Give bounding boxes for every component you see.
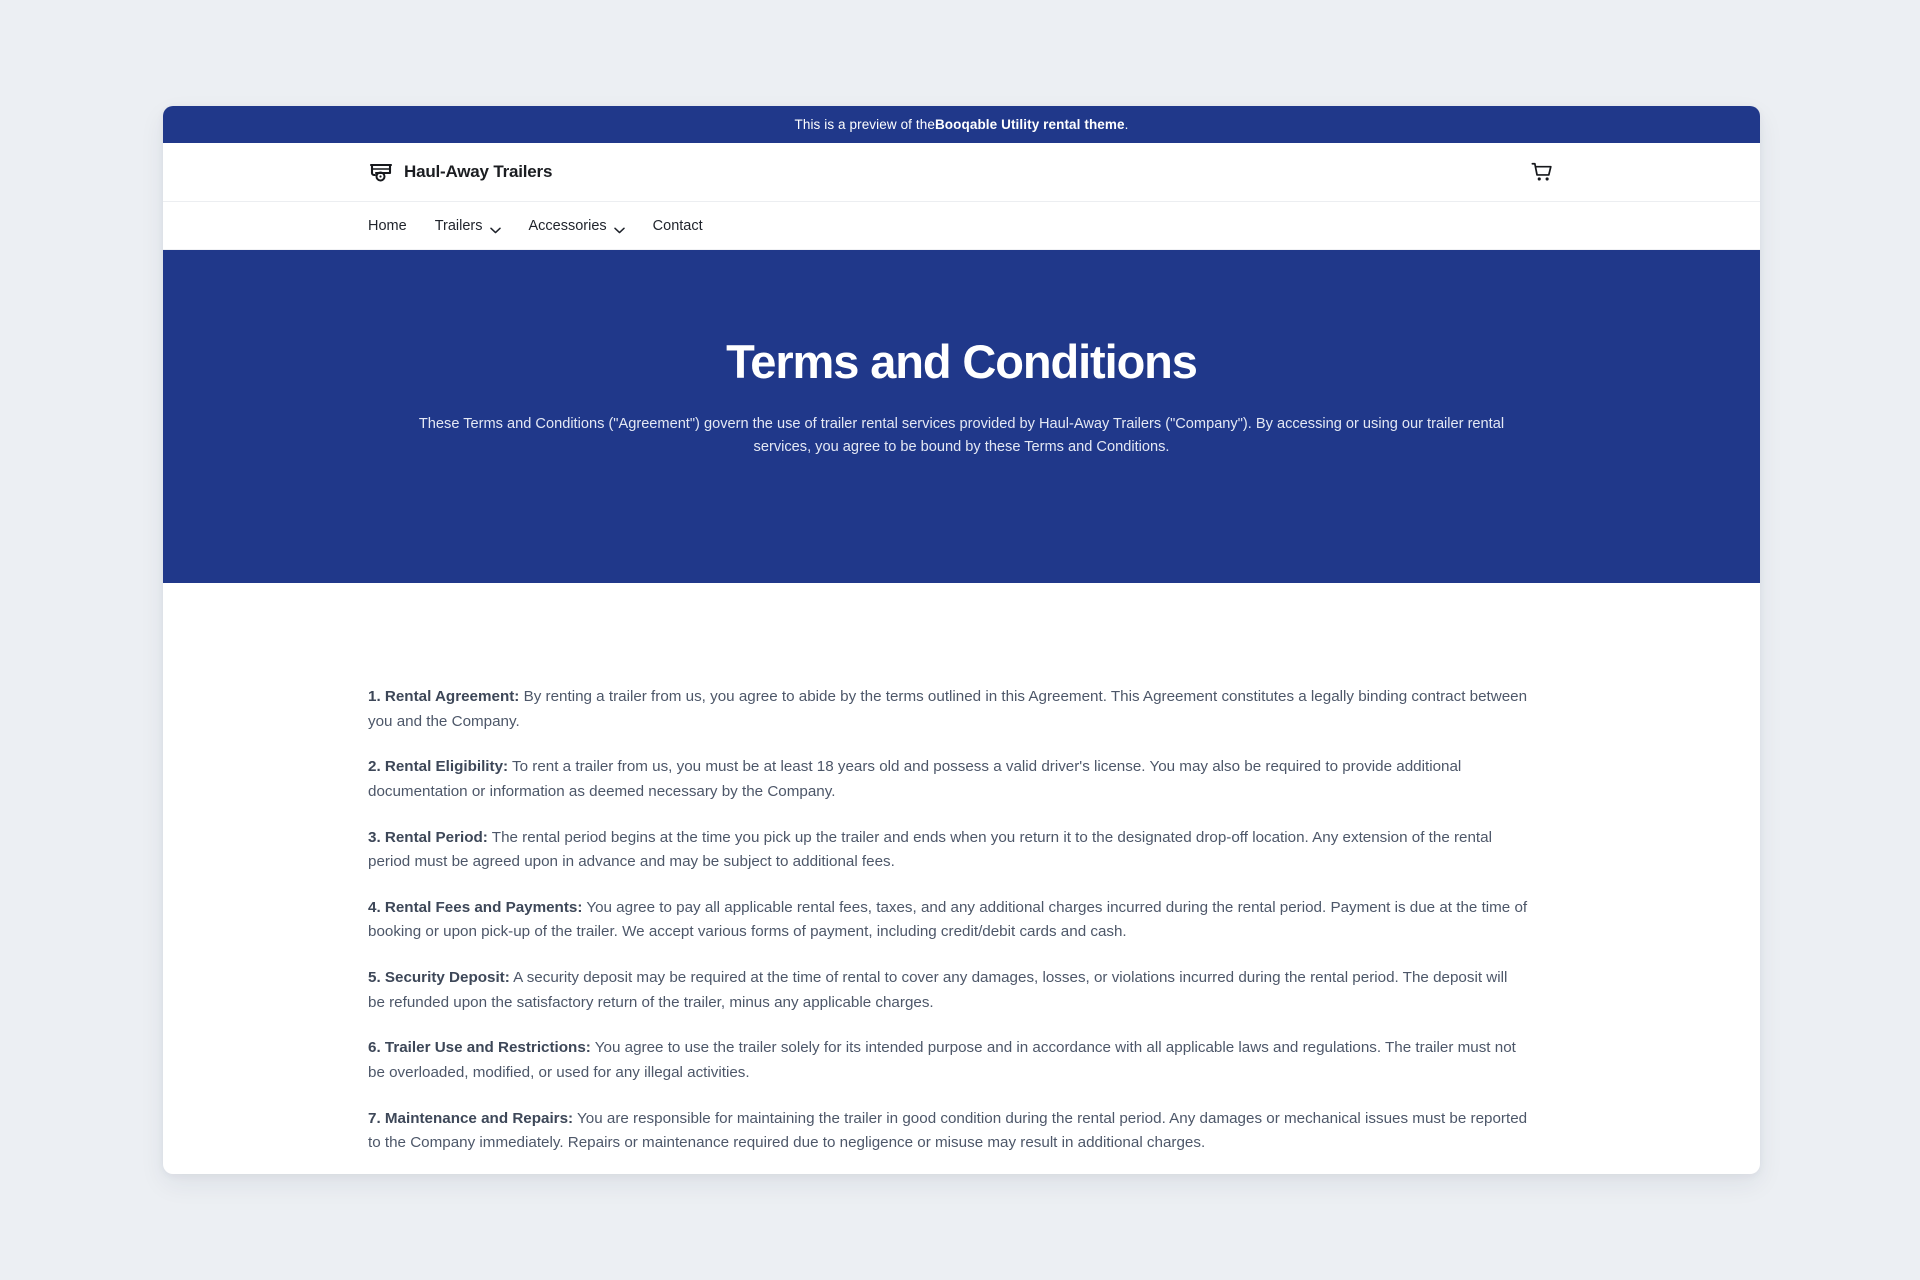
preview-banner: [163, 106, 1760, 143]
terms-clause-text: The rental period begins at the time you pick up the trailer and ends when you return it to the designated drop-off location. Any extension of the rental period must be agreed upon in advance and may be subject to additional fees.: [368, 828, 1492, 871]
terms-clause: [368, 1107, 1528, 1156]
terms-clause-text: To rent a trailer from us, you must be at least 18 years old and possess a valid driver's license. You may also be required to provide additional documentation or information as deemed necessary by the Company.: [368, 758, 1462, 800]
cart-button[interactable]: [1529, 159, 1555, 185]
nav-item-home[interactable]: [368, 214, 407, 238]
terms-clause: [368, 896, 1528, 945]
chevron-down-icon: [490, 222, 501, 229]
terms-clause-text: A security deposit may be required at the time of rental to cover any damages, losses, or violations incurred during the rental period. The deposit will be refunded upon the satisfactory return of the trailer, minus any applicable charges.: [368, 969, 1508, 1011]
hero-section: [163, 250, 1760, 583]
terms-clause-text: By renting a trailer from us, you agree to abide by the terms outlined in this Agreement. This Agreement constitutes a legally binding contract between you and the Company.: [368, 688, 1528, 730]
terms-clause-text: You agree to use the trailer solely for its intended purpose and in accordance with all applicable laws and regulations. The trailer must not be overloaded, modified, or used for any illegal activities.: [368, 1039, 1516, 1081]
terms-content: [163, 583, 1760, 1156]
primary-navigation: [163, 202, 1760, 250]
nav-item-label: Accessories: [528, 217, 607, 234]
terms-clause-label: 6. Trailer Use and Restrictions:: [368, 1039, 591, 1057]
nav-item-label: Trailers: [434, 217, 483, 234]
preview-banner-theme-name: Booqable Utility rental theme: [934, 117, 1125, 132]
site-header: [163, 143, 1760, 202]
brand-name: Haul-Away Trailers: [404, 162, 553, 181]
terms-clause-label: 5. Security Deposit:: [368, 969, 510, 986]
terms-clause: [368, 685, 1528, 734]
site-card: [163, 106, 1760, 1174]
terms-clause: [368, 1036, 1528, 1085]
terms-clause-label: 3. Rental Period:: [368, 828, 488, 846]
nav-item-contact[interactable]: [653, 214, 703, 238]
terms-clause-label: 7. Maintenance and Repairs:: [368, 1109, 574, 1127]
nav-item-label: Home: [368, 217, 407, 234]
preview-banner-suffix: .: [1124, 117, 1129, 132]
page-title: Terms and Conditions: [726, 335, 1197, 388]
shopping-cart-icon: [1531, 161, 1553, 183]
terms-clause: [368, 755, 1528, 804]
nav-item-accessories[interactable]: [529, 214, 625, 238]
terms-clause-label: 4. Rental Fees and Payments:: [368, 898, 583, 916]
trailer-icon: [368, 160, 395, 184]
terms-clause-label: 1. Rental Agreement:: [368, 688, 520, 705]
terms-clause: [368, 966, 1528, 1015]
chevron-down-icon: [614, 222, 625, 229]
terms-clause-label: 2. Rental Eligibility:: [368, 758, 509, 776]
brand-logo-link[interactable]: [368, 160, 552, 184]
preview-banner-prefix: This is a preview of the: [794, 117, 935, 132]
terms-clause-text: You are responsible for maintaining the trailer in good condition during the rental period. Any damages or mechanical issues must be reported to the Company immediately. Repairs or maintenance required due to negligence or misuse may result in additional charges.: [368, 1109, 1528, 1152]
terms-clause: [368, 826, 1528, 875]
terms-clause-text: You agree to pay all applicable rental fees, taxes, and any additional charges incurred during the rental period. Payment is due at the time of booking or upon pick-up of the trailer. We accept various forms of payment, including credit/debit cards and cash.: [368, 898, 1528, 941]
nav-item-label: Contact: [652, 217, 703, 234]
nav-item-trailers[interactable]: [435, 214, 501, 238]
hero-subtitle: These Terms and Conditions ("Agreement") govern the use of trailer rental services provided by Haul-Away Trailers ("Company"). By accessing or using our trailer rental services, you agree to be bound by these Terms and Conditions.: [418, 415, 1505, 456]
